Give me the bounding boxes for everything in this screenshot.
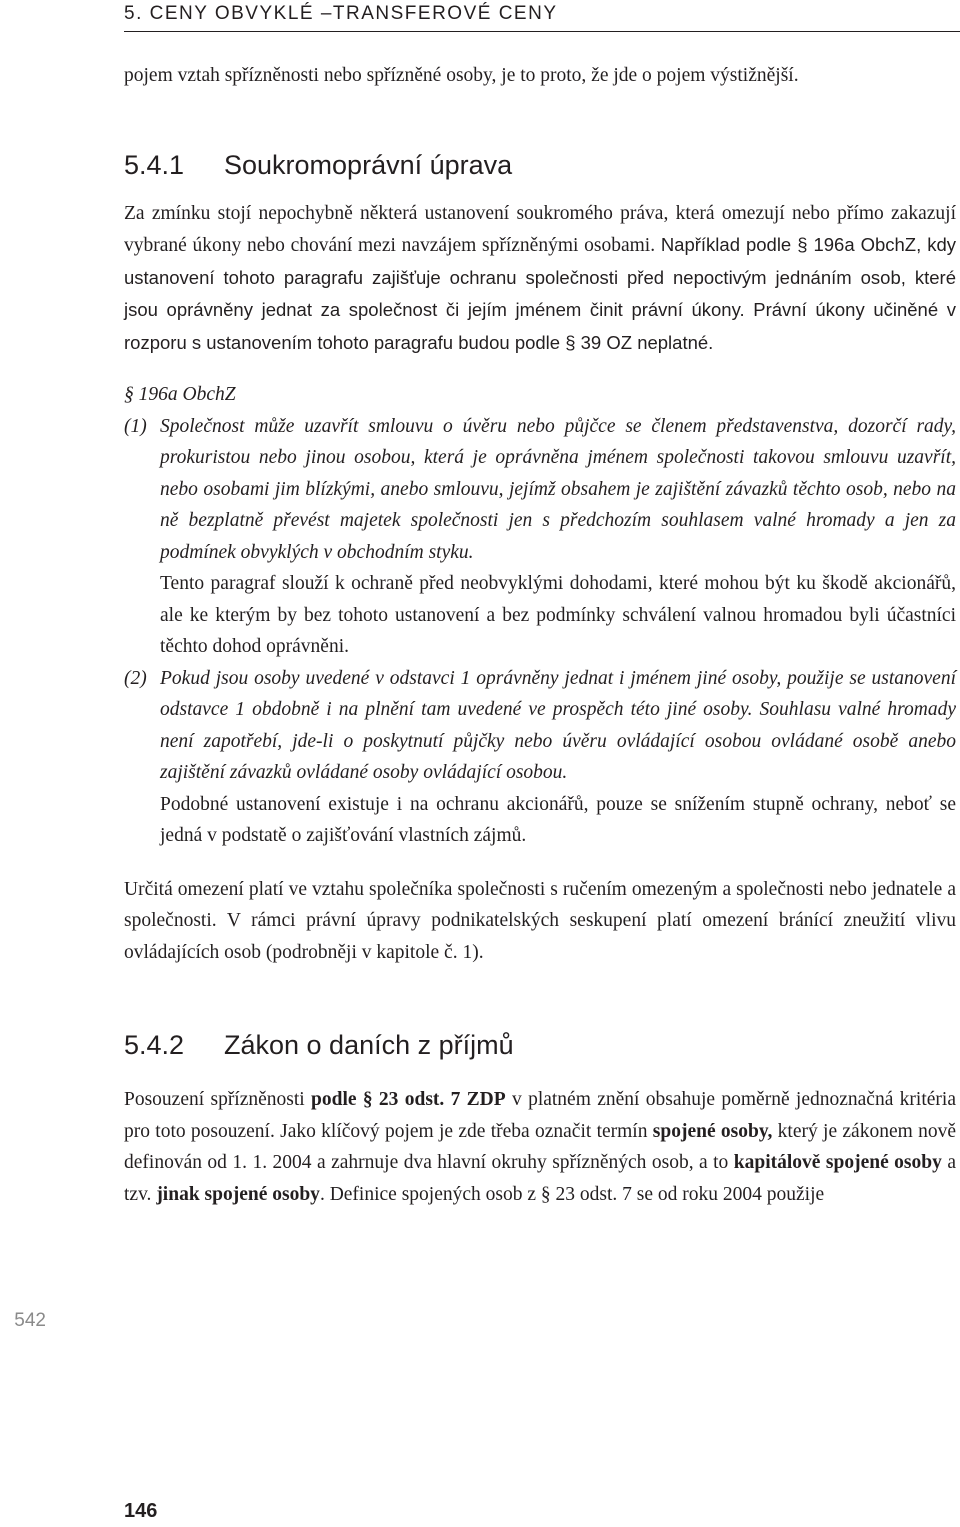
item-text: Pokud jsou osoby uvedené v odstavci 1 oprávněny jednat i jménem jiné osoby, použije se ustanovení odstavce 1 obdobně i na plnění tam uvedené ve prospěch této jiné osoby. Souhlasu valné hromady není zapotřebí, jde-li o poskytnutí půjčky nebo úvěru ovládající osobou ovládané osobě anebo zajištění závazků ovládané osoby ovládající osobou. bbox=[160, 667, 956, 783]
paragraph-lead: Za zmínku stojí nepochybně některá ustanovení soukromého práva, která omezují nebo přímo zakazují vybrané úkony nebo chování mezi navzájem spřízněnými osobami. bbox=[124, 202, 956, 256]
section-heading-5-4-2 bbox=[124, 1028, 956, 1062]
item-label: (2) bbox=[124, 667, 147, 689]
item-text: Společnost může uzavřít smlouvu o úvěru nebo půjčce se členem představenstva, dozorčí rady, prokuristou nebo jinou osobou, která je oprávněna jménem společnosti takovou smlouvu uzavřít, nebo osobami jim blízkými, anebo smlouvu, jejímž obsahem je zajištění závazků těchto osob, nebo na ně bezplatně převést majetek společnosti jen s předchozím souhlasem valné hromady a jen za podmínek obvyklých v obchodním styku. bbox=[160, 415, 956, 563]
law-item-2-note: Podobné ustanovení existuje i na ochranu akcionářů, pouze se snížením stupně ochrany, neboť se jedná v podstatě o zajišťování vlastních zájmů. bbox=[160, 793, 956, 846]
text-run: který je zákonem nově definován od 1. 1. 2004 a zahrnuje dva hlavní okruhy spřízněných osob, a to bbox=[124, 1120, 956, 1173]
page-body bbox=[124, 60, 956, 1210]
text-run-bold: jinak spojené osoby bbox=[156, 1183, 320, 1205]
section-title: Soukromoprávní úprava bbox=[224, 149, 513, 180]
paragraph-rest: Například podle § 196a ObchZ, kdy ustanovení tohoto paragrafu zajišťuje ochranu společnosti před nepoctivým jednáním osob, které jsou oprávněny jednat za společnost či jejím jménem činit právní úkony. Právní úkony učiněné v rozporu s ustanovením tohoto paragrafu budou podle § 39 OZ neplatné. bbox=[124, 234, 957, 353]
text-run-bold: podle § 23 odst. 7 ZDP bbox=[311, 1089, 506, 1110]
paragraph-restrictions: Určitá omezení platí ve vztahu společníka společnosti s ručením omezeným a společnosti nebo jednatele a společnosti. V rámci právní úpravy podnikatelských seskupení platí omezení bránící zneužití vlivu ovládajících osob (podrobněji v kapitole č. 1). bbox=[124, 878, 956, 963]
text-run: a tzv. bbox=[124, 1152, 956, 1205]
section-title: Zákon o daních z příjmů bbox=[224, 1030, 514, 1060]
item-label: (1) bbox=[124, 415, 147, 437]
section-number: 5.4.1 bbox=[124, 149, 185, 180]
text-run-bold: spojené osoby, bbox=[652, 1120, 773, 1142]
law-item-1-note: Tento paragraf slouží k ochraně před neobvyklými dohodami, které mohou být ku škodě akcionářů, ale ke kterým by bez tohoto ustanovení a bez podmínky schválení valnou hromadou byli účastníci těchto dohod oprávněni. bbox=[160, 573, 956, 657]
section-heading-5-4-1 bbox=[124, 148, 956, 182]
paragraph-private-law bbox=[124, 198, 956, 360]
margin-number: 542 bbox=[14, 1310, 46, 1331]
running-header bbox=[124, 0, 960, 32]
text-run: . Definice spojených osob z § 23 odst. 7 se od roku 2004 použije bbox=[319, 1183, 825, 1205]
law-item-2 bbox=[124, 663, 956, 789]
paragraph-tax-law bbox=[124, 1084, 956, 1210]
text-run: v platném znění obsahuje poměrně jednoznačná kritéria pro toto posouzení. Jako klíčový pojem je zde třeba označit termín bbox=[124, 1089, 956, 1142]
text-run-bold: kapitálově spojené osoby bbox=[733, 1152, 942, 1173]
law-citation-heading: § 196a ObchZ bbox=[124, 384, 236, 405]
page-number: 146 bbox=[124, 1500, 158, 1522]
intro-paragraph: pojem vztah spřízněnosti nebo spřízněné osoby, je to proto, že jde o pojem výstižnější. bbox=[124, 65, 799, 86]
section-number: 5.4.2 bbox=[124, 1030, 185, 1060]
chapter-title: 5. CENY OBVYKLÉ –TRANSFEROVÉ CENY bbox=[124, 3, 558, 24]
law-item-1 bbox=[124, 411, 956, 569]
text-run: Posouzení spřízněnosti bbox=[124, 1089, 312, 1110]
